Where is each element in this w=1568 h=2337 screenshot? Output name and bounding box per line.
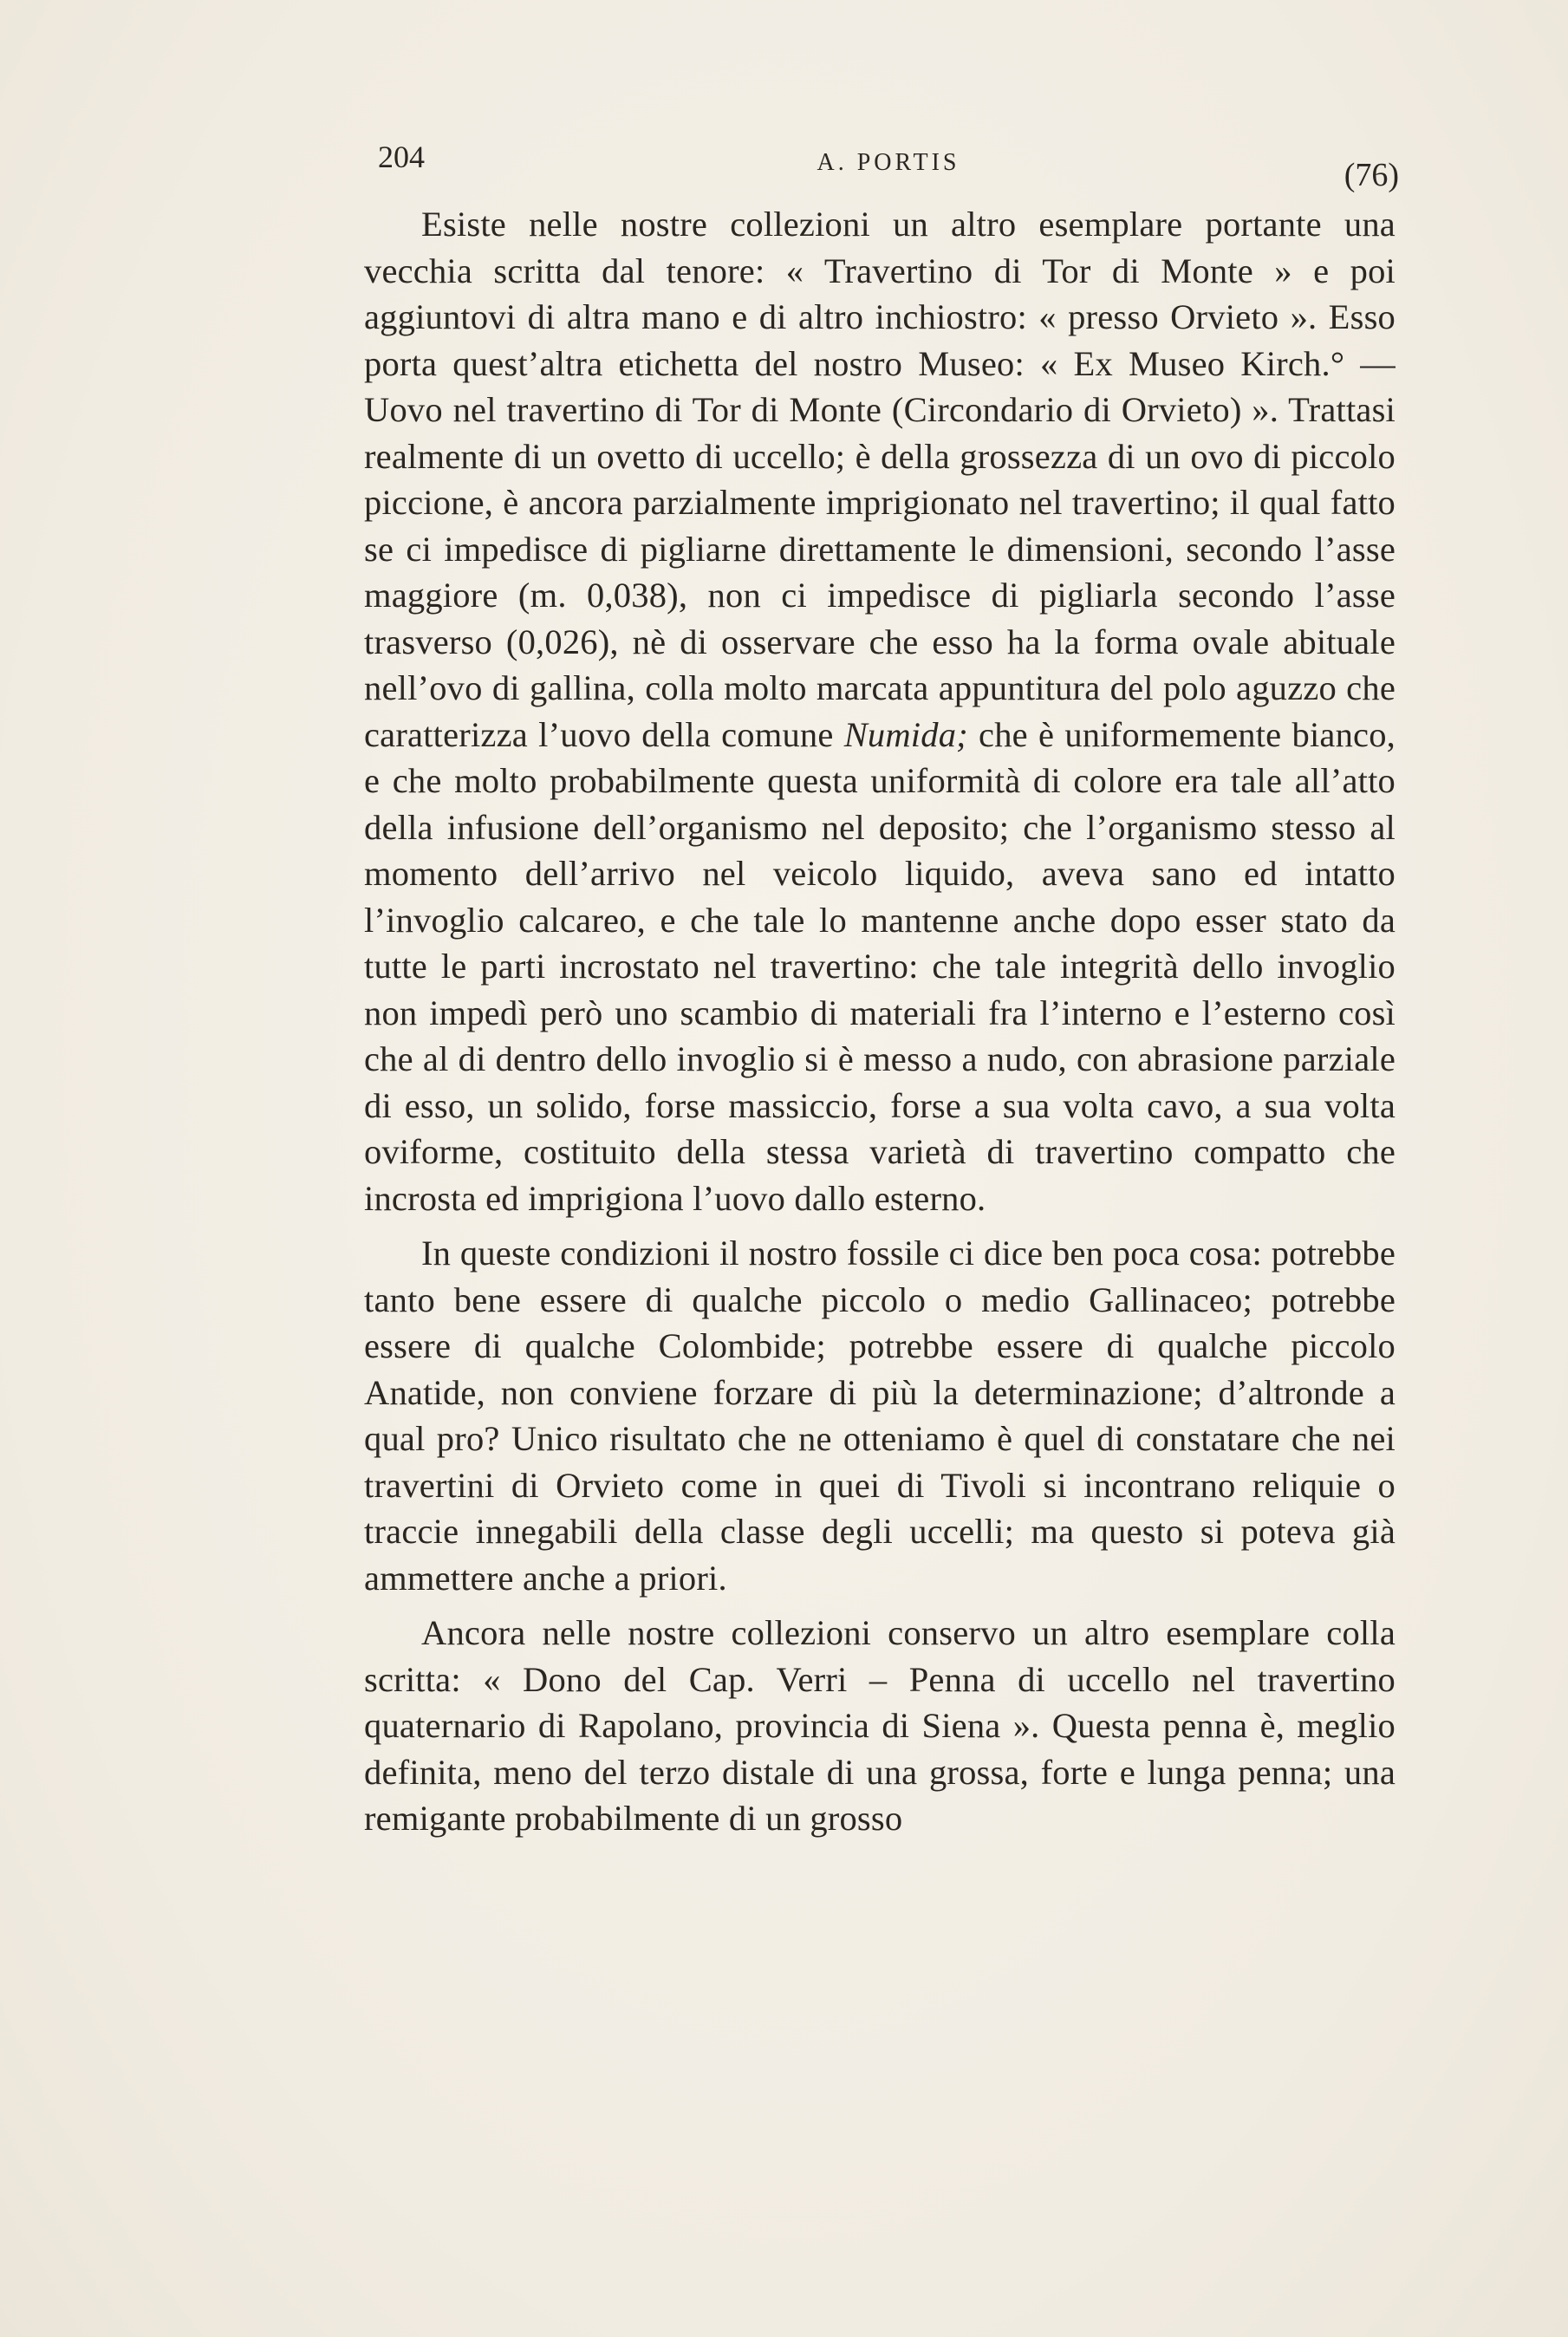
paragraph: Ancora nelle nostre collezioni conservo un altro esemplare colla scritta: « Dono del Cap. Verri – Penna di uccello nel travertino quaternario di Rapolano, provincia di Siena ». Questa penna è, meglio definita, meno del terzo distale di una grossa, forte e lunga penna; una remigante probabilmente di un grosso: [364, 1613, 1396, 1838]
section-number: (76): [1344, 157, 1399, 193]
italic-genus-name: Numida;: [843, 714, 968, 754]
running-head: A. PORTIS: [817, 149, 960, 176]
paragraph: In queste condizioni il nostro fossile ci dice ben poca cosa: potrebbe tanto bene essere di qualche piccolo o medio Gallinaceo; potrebbe essere di qualche Colombide; potrebbe essere di qualche piccolo Anatide, non conviene forzare di più la determinazione; d’altronde a qual pro? Unico risultato che ne otteniamo è quel di constatare che nei travertini di Orvieto come in quei di Tivoli si incontrano reliquie o traccie innegabili della classe degli uccelli; ma questo si poteva già ammettere anche a priori.: [364, 1234, 1396, 1598]
page-number: 204: [378, 140, 425, 174]
paragraph-text: che è uniformemente bianco, e che molto probabilmente questa uniformità di colore era tale all’atto della infusione dell’organismo nel deposito; che l’organismo stesso al momento dell’arrivo nel veicolo liquido, aveva sano ed intatto l’invoglio calcareo, e che tale lo mantenne anche dopo esser stato da tutte le parti incrostato nel travertino: che tale integrità dello invoglio non impedì però uno scambio di materiali fra l’interno e l’esterno così che al di dentro dello invoglio si è messo a nudo, con abrasione parziale di esso, un solido, forse massiccio, forse a sua volta cavo, a sua volta oviforme, costituito della stessa varietà di travertino compatto che incrosta ed imprigiona l’uovo dallo esterno.: [364, 714, 1396, 1218]
paragraph-text: Esiste nelle nostre collezioni un altro esemplare portante una vecchia scritta dal tenore: « Travertino di Tor di Monte » e poi aggiuntovi di altra mano e di altro inchiostro: « presso Orvieto ». Esso porta quest’altra etichetta del nostro Museo: « Ex Museo Kirch.° — Uovo nel travertino di Tor di Monte (Circondario di Orvieto) ». Trattasi realmente di un ovetto di uccello; è della grossezza di un ovo di piccolo piccione, è ancora parzialmente imprigionato nel travertino; il qual fatto se ci impedisce di pigliarne direttamente le dimensioni, secondo l’asse maggiore (m. 0,038), non ci impedisce di pigliarla secondo l’asse trasverso (0,026), nè di osservare che esso ha la forma ovale abituale nell’ovo di gallina, colla molto marcata appuntitura del polo aguzzo che caratterizza l’uovo della comune: [364, 205, 1396, 754]
paragraph: [364, 201, 1396, 1221]
page-header: [378, 139, 1399, 191]
body-text: [364, 201, 1396, 1842]
